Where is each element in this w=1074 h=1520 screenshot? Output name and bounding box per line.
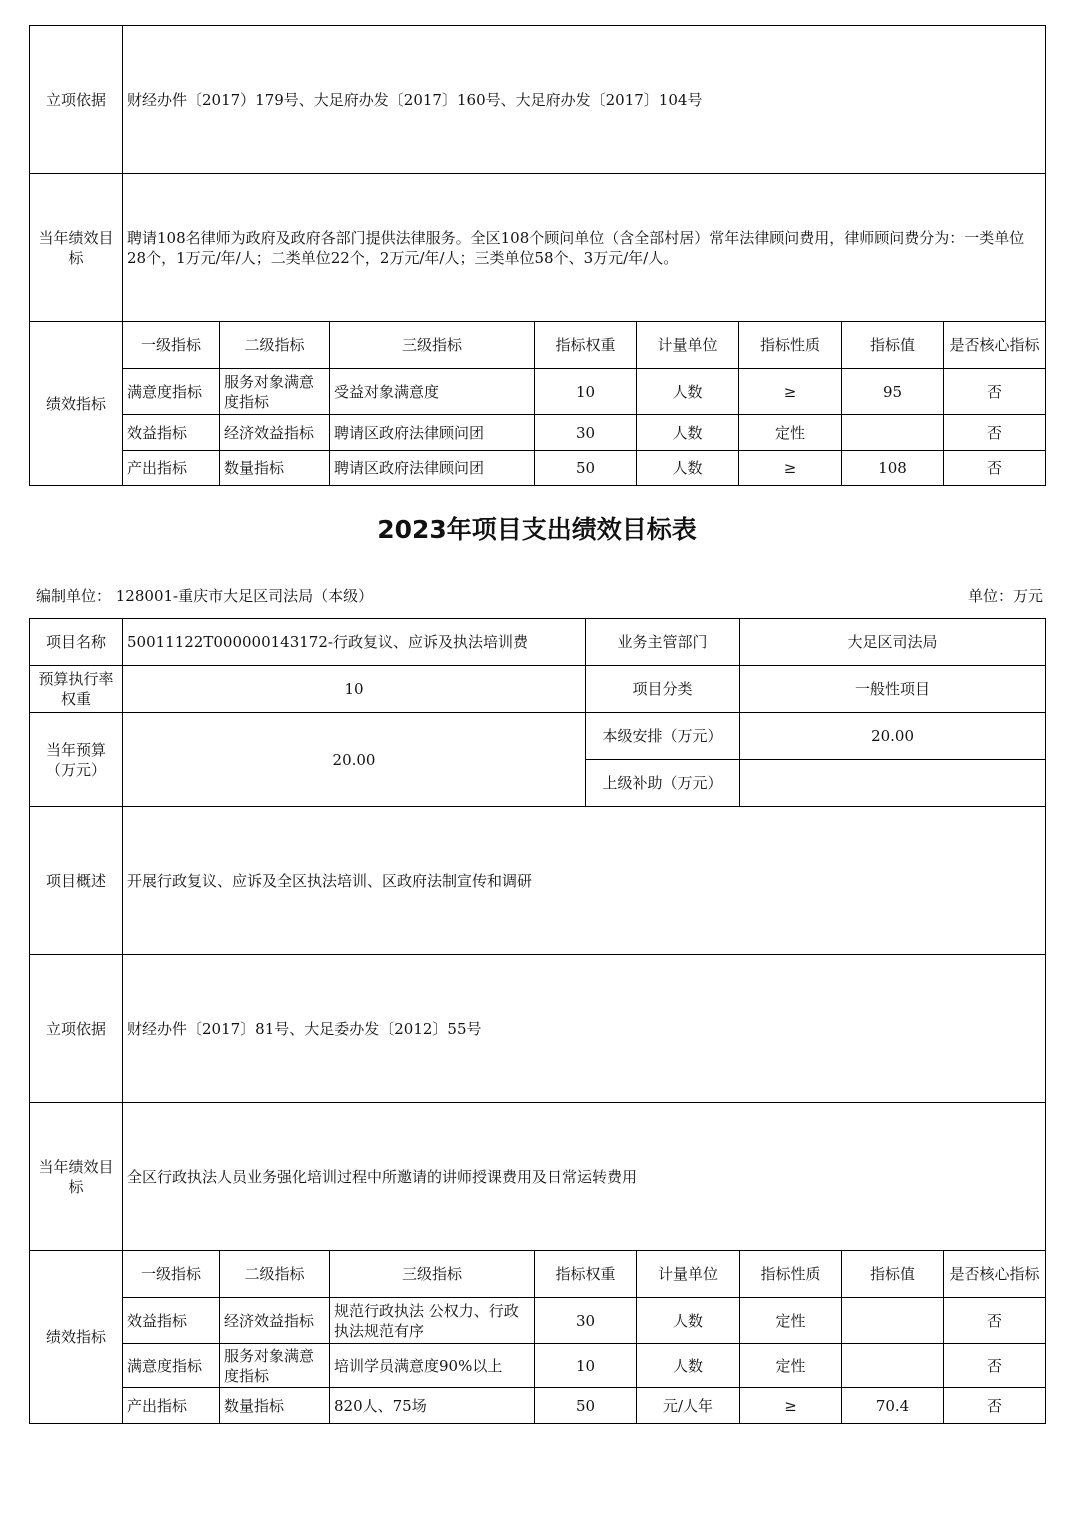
header-cell: 二级指标: [220, 322, 330, 369]
org-line: 编制单位： 128001-重庆市大足区司法局（本级）: [36, 587, 374, 605]
cell: 产出指标: [123, 451, 220, 486]
cell: 人数: [637, 1344, 740, 1388]
table-row: [30, 415, 1046, 451]
cell: 服务对象满意度指标: [220, 369, 330, 415]
cell: 否: [944, 1298, 1046, 1344]
cell: 定性: [740, 1344, 842, 1388]
cell: 经济效益指标: [220, 415, 330, 451]
upper-label: 上级补助（万元）: [586, 760, 740, 807]
project-name: 50011122T000000143172-行政复议、应诉及执法培训费: [123, 619, 586, 666]
cell: [842, 415, 944, 451]
cell: 50: [535, 1388, 637, 1424]
cell: 否: [944, 451, 1046, 486]
basis-text: 财经办件〔2017）179号、大足府办发〔2017〕160号、大足府办发〔2017〕104号: [123, 26, 1046, 174]
cell: 培训学员满意度90%以上: [330, 1344, 535, 1388]
cell: 聘请区政府法律顾问团: [330, 451, 535, 486]
header-cell: 一级指标: [123, 1251, 220, 1298]
exec-rate-value: 10: [123, 666, 586, 713]
header-cell: 指标值: [842, 1251, 944, 1298]
category-value: 一般性项目: [740, 666, 1046, 713]
basis-text: 财经办件〔2017〕81号、大足委办发〔2012〕55号: [123, 955, 1046, 1103]
cell: 效益指标: [123, 1298, 220, 1344]
goal-label: 当年绩效目标: [30, 174, 123, 322]
cell: 受益对象满意度: [330, 369, 535, 415]
header-cell: 指标值: [842, 322, 944, 369]
dept-value: 大足区司法局: [740, 619, 1046, 666]
table-row: [30, 451, 1046, 486]
overview-label: 项目概述: [30, 807, 123, 955]
upper-value: [740, 760, 1046, 807]
cell: 规范行政执法 公权力、行政执法规范有序: [330, 1298, 535, 1344]
cell: 否: [944, 1388, 1046, 1424]
perf-label: 绩效指标: [30, 322, 123, 486]
cell: 数量指标: [220, 1388, 330, 1424]
cell: 产出指标: [123, 1388, 220, 1424]
cell: 70.4: [842, 1388, 944, 1424]
cell: 满意度指标: [123, 1344, 220, 1388]
cell: 108: [842, 451, 944, 486]
cell: 10: [535, 369, 637, 415]
header-cell: 计量单位: [637, 322, 739, 369]
header-cell: 是否核心指标: [944, 1251, 1046, 1298]
header-cell: 指标权重: [535, 322, 637, 369]
cell: 定性: [739, 415, 842, 451]
cell: 聘请区政府法律顾问团: [330, 415, 535, 451]
project-name-label: 项目名称: [30, 619, 123, 666]
cell: 否: [944, 415, 1046, 451]
category-label: 项目分类: [586, 666, 740, 713]
cell: 人数: [637, 1298, 740, 1344]
goal-text: 聘请108名律师为政府及政府各部门提供法律服务。全区108个顾问单位（含全部村居）常年法律顾问费用，律师顾问费分为：一类单位28个，1万元/年/人；二类单位22个，2万元/年/人；三类单位58个、3万元/年/人。: [123, 174, 1046, 322]
table-row: [30, 1298, 1046, 1344]
header-cell: 指标性质: [740, 1251, 842, 1298]
exec-rate-label: 预算执行率权重: [30, 666, 123, 713]
header-cell: 指标性质: [739, 322, 842, 369]
cell: 30: [535, 415, 637, 451]
perf-label: 绩效指标: [30, 1251, 123, 1424]
cell: 满意度指标: [123, 369, 220, 415]
budget-value: 20.00: [123, 713, 586, 807]
cell: 人数: [637, 451, 739, 486]
cell: ≥: [739, 369, 842, 415]
page-title: 2023年项目支出绩效目标表: [377, 515, 697, 544]
cell: [842, 1344, 944, 1388]
dept-label: 业务主管部门: [586, 619, 740, 666]
local-label: 本级安排（万元）: [586, 713, 740, 760]
unit-line: 单位：万元: [967, 587, 1043, 605]
header-cell: 二级指标: [220, 1251, 330, 1298]
header-cell: 一级指标: [123, 322, 220, 369]
cell: 否: [944, 369, 1046, 415]
header-cell: 三级指标: [330, 322, 535, 369]
cell: 否: [944, 1344, 1046, 1388]
cell: 经济效益指标: [220, 1298, 330, 1344]
cell: [842, 1298, 944, 1344]
budget-label: 当年预算（万元）: [30, 713, 123, 807]
header-cell: 计量单位: [637, 1251, 740, 1298]
cell: 95: [842, 369, 944, 415]
table-row: [30, 369, 1046, 415]
cell: 10: [535, 1344, 637, 1388]
cell: 30: [535, 1298, 637, 1344]
cell: 服务对象满意度指标: [220, 1344, 330, 1388]
basis-label: 立项依据: [30, 26, 123, 174]
cell: ≥: [739, 451, 842, 486]
performance-table: [29, 618, 1046, 1424]
cell: 人数: [637, 369, 739, 415]
header-cell: 是否核心指标: [944, 322, 1046, 369]
table-row: [30, 1388, 1046, 1424]
cell: 820人、75场: [330, 1388, 535, 1424]
cell: ≥: [740, 1388, 842, 1424]
header-cell: 指标权重: [535, 1251, 637, 1298]
local-value: 20.00: [740, 713, 1046, 760]
cell: 定性: [740, 1298, 842, 1344]
overview-text: 开展行政复议、应诉及全区执法培训、区政府法制宣传和调研: [123, 807, 1046, 955]
table-row: [30, 1344, 1046, 1388]
performance-table-previous: [29, 25, 1046, 486]
cell: 人数: [637, 415, 739, 451]
header-cell: 三级指标: [330, 1251, 535, 1298]
basis-label: 立项依据: [30, 955, 123, 1103]
goal-label: 当年绩效目标: [30, 1103, 123, 1251]
cell: 数量指标: [220, 451, 330, 486]
goal-text: 全区行政执法人员业务强化培训过程中所邀请的讲师授课费用及日常运转费用: [123, 1103, 1046, 1251]
cell: 元/人年: [637, 1388, 740, 1424]
cell: 效益指标: [123, 415, 220, 451]
cell: 50: [535, 451, 637, 486]
